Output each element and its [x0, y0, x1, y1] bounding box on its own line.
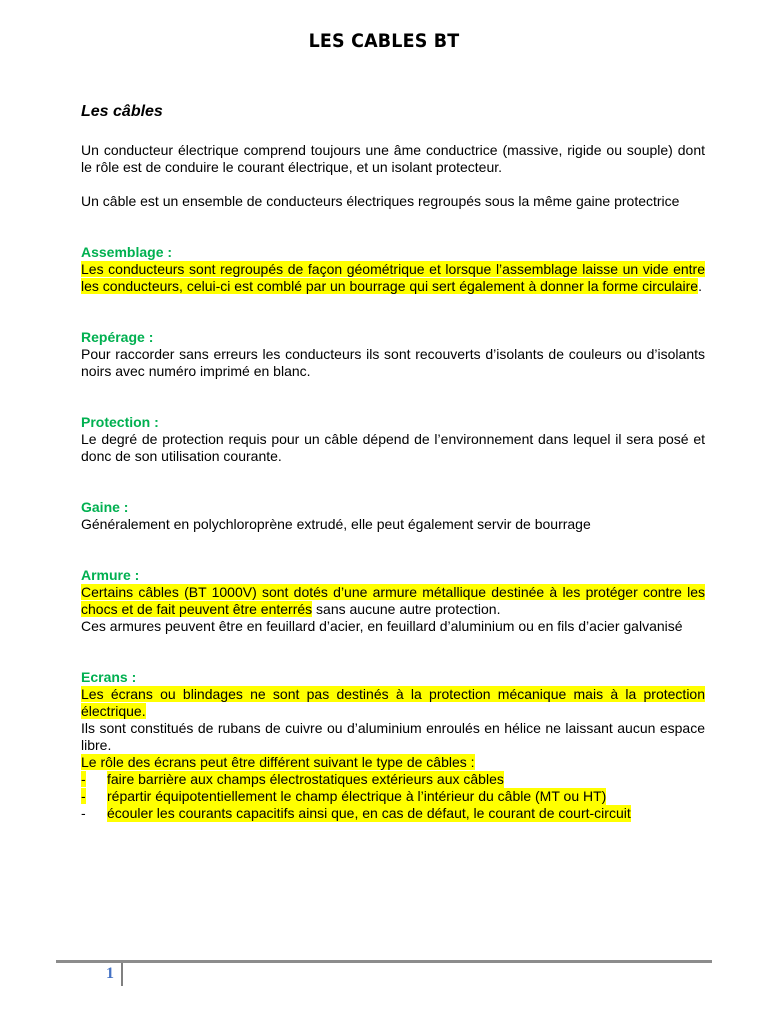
page-number: 1 [106, 965, 114, 982]
intro-paragraph-1: Un conducteur électrique comprend toujours une âme conductrice (massive, rigide ou souple) dont le rôle est de conduire le courant électrique, et un isolant protecteur. [81, 142, 705, 175]
list-item [81, 805, 705, 822]
gaine-paragraph: Généralement en polychloroprène extrudé, elle peut également servir de bourrage [81, 516, 591, 532]
assemblage-paragraph [81, 261, 705, 295]
list-bullet: - [81, 771, 86, 787]
protection-paragraph: Le degré de protection requis pour un câble dépend de l’environnement dans lequel il sera posé et donc de son utilisation courante. [81, 431, 705, 464]
ecrans-paragraph [81, 686, 705, 720]
armure-paragraph [81, 584, 705, 618]
ecrans-paragraph-2: Ils sont constitués de rubans de cuivre ou d’aluminium enroulés en hélice ne laissant aucun espace libre. [81, 720, 705, 753]
reperage-paragraph: Pour raccorder sans erreurs les conducteurs ils sont recouverts d’isolants de couleurs ou d’isolants noirs avec numéro imprimé en blanc. [81, 346, 705, 379]
list-bullet: - [81, 805, 86, 821]
list-item [81, 771, 705, 788]
heading-ecrans: Ecrans : [81, 669, 137, 685]
ecrans-highlight: Les écrans ou blindages ne sont pas destinés à la protection mécanique mais à la protection électrique. [81, 686, 705, 719]
heading-reperage: Repérage : [81, 329, 154, 345]
ecrans-list-intro-highlight: Le rôle des écrans peut être différent suivant le type de câbles : [81, 754, 475, 770]
list-item-text: répartir équipotentiellement le champ électrique à l’intérieur du câble (MT ou HT) [107, 788, 607, 804]
section-title: Les câbles [81, 103, 163, 120]
assemblage-highlight: Les conducteurs sont regroupés de façon géométrique et lorsque l’assemblage laisse un vide entre les conducteurs, celui-ci est comblé par un bourrage qui sert également à donner la forme circulaire [81, 261, 705, 294]
ecrans-list-intro [81, 754, 705, 771]
list-item-text: écouler les courants capacitifs ainsi que, en cas de défaut, le courant de court-circuit [107, 805, 631, 821]
page-title: LES CABLES BT [308, 30, 460, 52]
list-item-text: faire barrière aux champs électrostatiques extérieurs aux câbles [107, 771, 504, 787]
footer-divider [56, 960, 712, 963]
document-body [81, 142, 705, 822]
list-bullet: - [81, 788, 86, 804]
page-number-separator [121, 963, 123, 986]
armure-highlight: Certains câbles (BT 1000V) sont dotés d’une armure métallique destinée à les protéger contre les chocs et de fait peuvent être enterrés [81, 584, 705, 617]
heading-armure: Armure : [81, 567, 140, 583]
list-item [81, 788, 705, 805]
armure-paragraph-2: Ces armures peuvent être en feuillard d’acier, en feuillard d’aluminium ou en fils d’acier galvanisé [81, 618, 683, 634]
heading-protection: Protection : [81, 414, 159, 430]
heading-assemblage: Assemblage : [81, 244, 173, 260]
assemblage-end: . [698, 278, 702, 294]
intro-paragraph-2: Un câble est un ensemble de conducteurs électriques regroupés sous la même gaine protectrice [81, 193, 680, 209]
heading-gaine: Gaine : [81, 499, 129, 515]
armure-rest: sans aucune autre protection. [312, 601, 501, 617]
